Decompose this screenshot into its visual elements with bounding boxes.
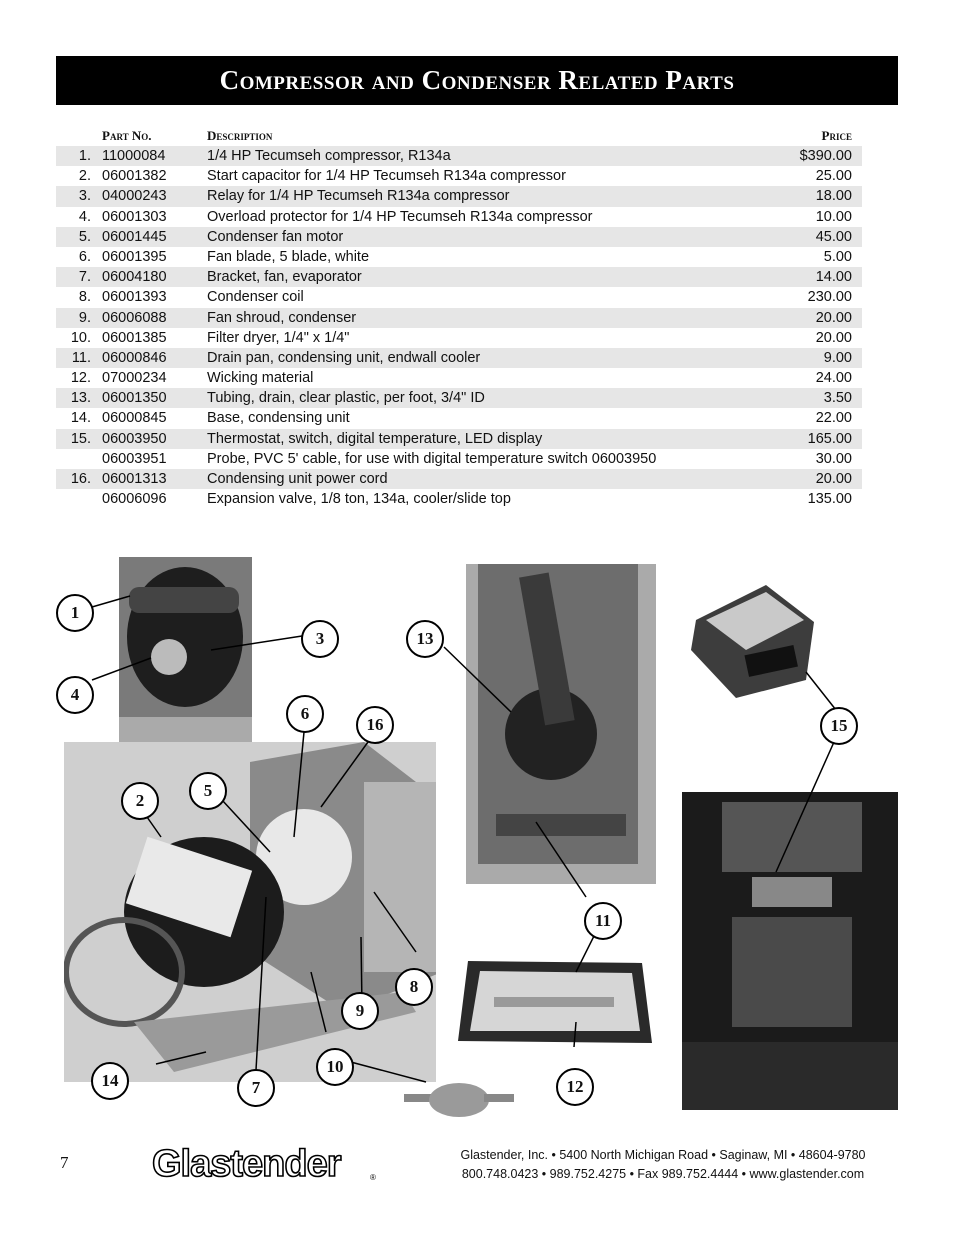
part-description: Fan shroud, condenser: [207, 309, 357, 326]
row-number: 10.: [70, 329, 91, 346]
header-description: Description: [207, 128, 273, 143]
callout-4: 4: [56, 676, 94, 714]
callout-8: 8: [395, 968, 433, 1006]
svg-text:®: ®: [370, 1173, 376, 1182]
callout-12: 12: [556, 1068, 594, 1106]
part-description: Bracket, fan, evaporator: [207, 269, 362, 286]
part-number: 06006088: [102, 309, 167, 326]
part-description: Tubing, drain, clear plastic, per foot, 3/4" ID: [207, 390, 485, 407]
row-number: 16.: [70, 471, 91, 487]
part-number: 11000084: [102, 148, 166, 164]
callout-6: 6: [286, 695, 324, 733]
callout-5: 5: [189, 772, 227, 810]
row-number: 15.: [70, 430, 91, 447]
table-row: [56, 186, 862, 206]
part-number: 04000243: [102, 188, 167, 205]
company-contact: [398, 1146, 928, 1184]
part-description: Condensing unit power cord: [207, 471, 388, 487]
callout-16: 16: [356, 706, 394, 744]
part-description: Condenser coil: [207, 289, 304, 306]
part-description: Fan blade, 5 blade, white: [207, 248, 370, 265]
part-price: $390.00: [799, 148, 852, 164]
table-row: [56, 348, 862, 368]
part-price: 3.50: [823, 390, 852, 407]
table-row: [56, 328, 862, 348]
part-number: 06004180: [102, 269, 167, 286]
part-number: 06001313: [102, 471, 167, 487]
callout-leaders: [56, 552, 900, 1126]
callout-1: 1: [56, 594, 94, 632]
part-number: 06000846: [102, 349, 167, 366]
row-number: 1.: [78, 148, 91, 164]
part-description: Probe, PVC 5' cable, for use with digital temperature switch 06003950: [207, 450, 657, 467]
phone-line: 800.748.0423 • 989.752.4275 • Fax 989.752.4444 • www.glastender.com: [461, 1167, 865, 1181]
part-number: 06001350: [102, 390, 167, 407]
row-number: 2.: [78, 168, 91, 185]
part-number: 06003950: [102, 430, 167, 447]
page-number: 7: [60, 1153, 69, 1172]
part-price: 24.00: [815, 370, 852, 387]
callout-3: 3: [301, 620, 339, 658]
callout-14: 14: [91, 1062, 129, 1100]
row-number: 12.: [70, 370, 91, 387]
part-price: 20.00: [815, 309, 852, 326]
part-description: Condenser fan motor: [207, 228, 344, 245]
part-price: 45.00: [815, 228, 852, 245]
header-price: Price: [821, 128, 852, 143]
callout-10: 10: [316, 1048, 354, 1086]
part-description: Start capacitor for 1/4 HP Tecumseh R134a compressor: [207, 168, 566, 185]
part-description: Wicking material: [207, 370, 314, 387]
callout-15: 15: [820, 707, 858, 745]
table-body: [56, 146, 862, 509]
part-description: Overload protector for 1/4 HP Tecumseh R134a compressor: [207, 208, 593, 225]
part-description: Base, condensing unit: [207, 410, 350, 427]
row-number: 13.: [70, 390, 91, 407]
row-number: 6.: [78, 248, 91, 265]
part-price: 20.00: [815, 329, 852, 346]
part-description: Relay for 1/4 HP Tecumseh R134a compressor: [207, 188, 510, 205]
table-row: [56, 489, 862, 509]
part-number: 06000845: [102, 410, 167, 427]
part-price: 14.00: [815, 269, 852, 286]
part-number: 06001395: [102, 248, 167, 265]
part-number: 07000234: [102, 370, 167, 387]
row-number: 3.: [78, 188, 91, 205]
row-number: 7.: [78, 269, 91, 286]
table-row: [56, 308, 862, 328]
part-price: 9.00: [823, 349, 852, 366]
part-description: Drain pan, condensing unit, endwall cooler: [207, 349, 481, 366]
row-number: 8.: [78, 289, 91, 306]
table-row: [56, 368, 862, 388]
part-price: 22.00: [815, 410, 852, 427]
part-number: 06001303: [102, 208, 167, 225]
part-price: 165.00: [807, 430, 852, 447]
table-row: [56, 146, 862, 166]
part-number: 06001382: [102, 168, 167, 185]
part-price: 20.00: [815, 471, 852, 487]
table-row: [56, 449, 862, 469]
part-number: 06001385: [102, 329, 167, 346]
table-row: [56, 469, 862, 489]
row-number: 14.: [70, 410, 91, 427]
table-row: [56, 287, 862, 307]
part-number: 06006096: [102, 491, 167, 508]
part-price: 135.00: [807, 491, 852, 508]
table-row: [56, 267, 862, 287]
callout-11: 11: [584, 902, 622, 940]
part-price: 230.00: [807, 289, 852, 306]
table-row: [56, 207, 862, 227]
part-description: Filter dryer, 1/4" x 1/4": [207, 329, 350, 346]
part-number: 06003951: [102, 450, 167, 467]
table-row: [56, 227, 862, 247]
part-price: 18.00: [815, 188, 852, 205]
row-number: 4.: [78, 208, 91, 225]
svg-text:Glastender: Glastender: [152, 1143, 341, 1185]
part-price: 5.00: [823, 248, 852, 265]
glastender-logo: [152, 1142, 382, 1186]
callout-2: 2: [121, 782, 159, 820]
part-price: 10.00: [815, 208, 852, 225]
part-price: 25.00: [815, 168, 852, 185]
table-row: [56, 166, 862, 186]
part-number: 06001393: [102, 289, 167, 306]
row-number: 11.: [71, 349, 91, 366]
page-title: Compressor and Condenser Related Parts: [56, 56, 898, 105]
table-row: [56, 408, 862, 428]
table-row: [56, 388, 862, 408]
parts-photos: [56, 552, 900, 1126]
header-part-no: Part No.: [102, 128, 152, 143]
parts-table: [56, 128, 862, 509]
part-description: 1/4 HP Tecumseh compressor, R134a: [207, 148, 451, 164]
row-number: 9.: [78, 309, 91, 326]
callout-7: 7: [237, 1069, 275, 1107]
callout-9: 9: [341, 992, 379, 1030]
part-number: 06001445: [102, 228, 167, 245]
part-description: Thermostat, switch, digital temperature, LED display: [207, 430, 543, 447]
address-line: Glastender, Inc. • 5400 North Michigan Road • Saginaw, MI • 48604-9780: [460, 1148, 866, 1162]
table-header: [56, 128, 862, 146]
table-row: [56, 247, 862, 267]
callout-13: 13: [406, 620, 444, 658]
part-price: 30.00: [815, 450, 852, 467]
part-description: Expansion valve, 1/8 ton, 134a, cooler/slide top: [207, 491, 511, 508]
row-number: 5.: [78, 228, 91, 245]
table-row: [56, 429, 862, 449]
